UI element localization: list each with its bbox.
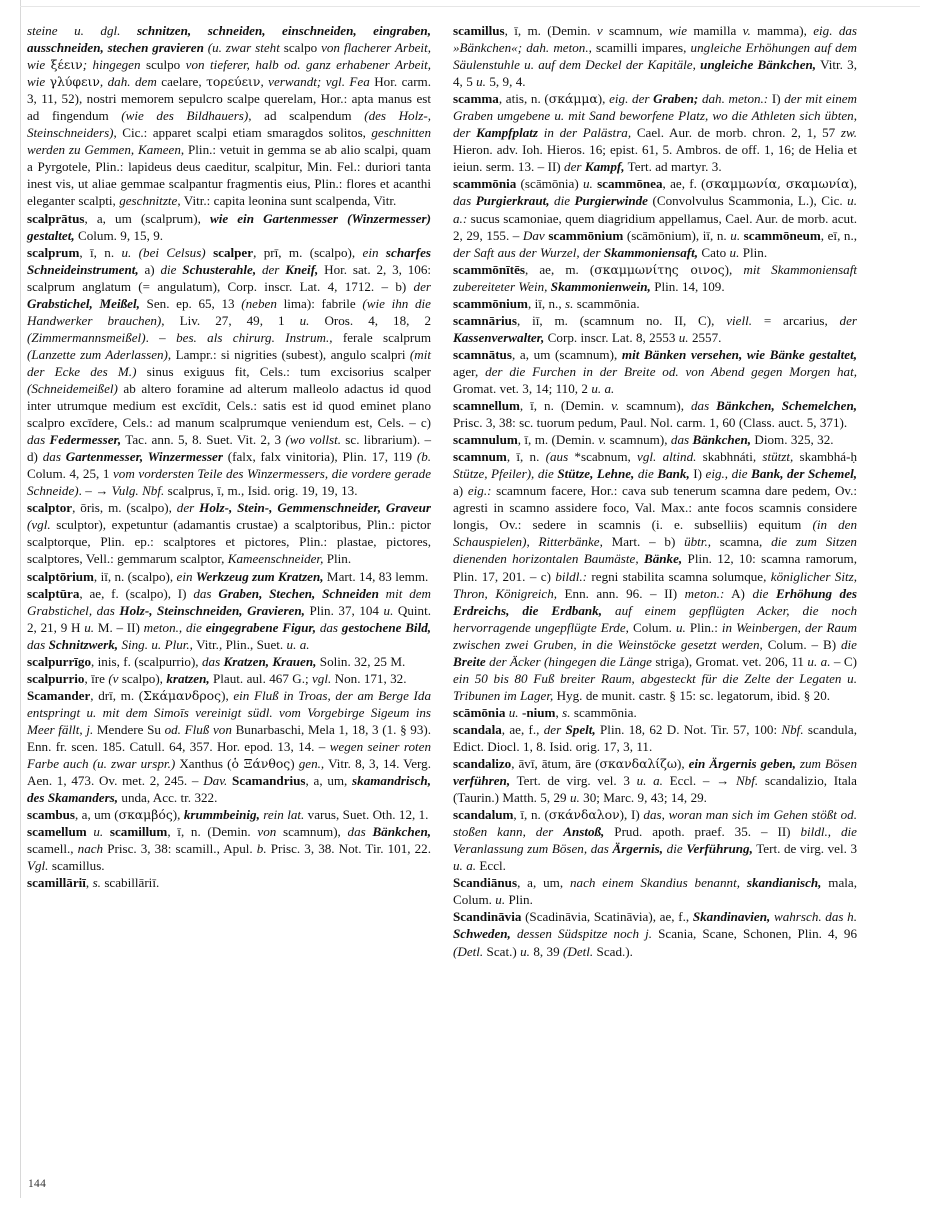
right-column (453, 22, 857, 960)
dictionary-entry: scamnum, ī, n. (aus *scabnum, vgl. altind. skabhnáti, stützt, skambhá-ḥ Stütze, Pfeiler), die Stütze, Lehne, die Bank, I) eig., die Bank, der Schemel, a) eig.: scamnum facere, Hor.: cava sub tenerum scamna dare pedem, Ov.: agresti in scamno assidere foco, Val. Max.: ante focos scamnis considere longis, Ov.: sedere in scamnis (i. e. subselliis) equitum (in den Schauspielen), Ritterbänke, Mart. – b) übtr., scamna, die zum Sitzen dienenden horizontalen Baumäste, Bänke, Plin. 12, 10: scamna ramorum, Plin. 17, 201. – c) bildl.: regni stabilita scamna solumque, königlicher Sitz, Thron, Königreich, Enn. ann. 96. – II) meton.: A) die Erhöhung des Erdreichs, die Erdbank, auf einem gepflügten Acker, die noch hervorragende ungepflügte Erde, Colum. u. Plin.: in Weinbergen, der Raum zwischen zwei Gruben, in die Weinstöcke gesetzt werden, Colum. – B) die Breite der Äcker (hingegen die Länge striga), Gromat. vet. 206, 11 u. a. – C) ein 50 bis 80 Fuß breiter Raum, abgesteckt für die Zelte der Legaten u. Tribunen im Lager, Hyg. de munit. castr. § 15: sc. legatorum, ibid. § 20. (453, 449, 858, 703)
dictionary-entry: scammōnītēs, ae, m. (σκαμμωνίτης οινος), mit Skammoniensaft zubereiteter Wein, Skammonienwein, Plin. 14, 109. (453, 261, 857, 294)
dictionary-entry: scalptor, ōris, m. (scalpo), der Holz-, Stein-, Gemmenschneider, Graveur (vgl. sculptor), expetuntur (adamantis crustae) a scalptoribus, Plin.: pictor scalptorque, Plin. ep.: scalptores et pictores, Plin.: plastae, pictores, scalptores, Vell.: gemmarum scalptor, Kameenschneider, Plin. (27, 500, 431, 567)
left-column (27, 22, 431, 960)
dictionary-entry: scalptōrium, iī, n. (scalpo), ein Werkzeug zum Kratzen, Mart. 14, 83 lemm. (27, 568, 429, 584)
dictionary-entry: scamnellum, ī, n. (Demin. v. scamnum), das Bänkchen, Schemelchen, Prisc. 3, 38: sc. tuorum pedum, Paul. Nol. carm. 1, 60 (Class. auct. 5, 371). (453, 398, 857, 431)
dictionary-entry: scamnārius, iī, m. (scamnum no. II, C), viell. = arcarius, der Kassenverwalter, Corp. inscr. Lat. 8, 2553 u. 2557. (453, 312, 858, 345)
dictionary-entry: scamellum u. scamillum, ī, n. (Demin. von scamnum), das Bänkchen, scamell., nach Prisc. 3, 38: scamill., Apul. b. Prisc. 3, 38. Not. Tir. 101, 22. Vgl. scamillus. (27, 824, 432, 874)
dictionary-entry: scammōnium, iī, n., s. scammōnia. (453, 295, 640, 311)
dictionary-entry: scamma, atis, n. (σκάμμα), eig. der Graben; dah. meton.: I) der mit einem Graben umgebene u. mit Sand beworfene Platz, wo die Athleten sich übten, der Kampfplatz in der Palästra, Cael. Aur. de morb. chron. 2, 1, 57 zw. Hieron. adv. Ioh. Hieros. 16; epist. 61, 5. Ambros. de off. 1, 16; de Helia et ieiun. serm. 13. – II) der Kampf, Tert. ad martyr. 3. (453, 91, 858, 175)
dictionary-entry: scandalizo, āvī, ātum, āre (σκανδαλίζω), ein Ärgernis geben, zum Bösen verführen, Tert. de virg. vel. 3 u. a. Eccl. – → Nbf. scandalizio, Itala (Taurin.) Matth. 5, 29 u. 30; Marc. 9, 43; 14, 29. (453, 756, 857, 806)
dictionary-entry: scalpurrīgo, inis, f. (scalpurrio), das Kratzen, Krauen, Solin. 32, 25 M. (27, 653, 406, 669)
dictionary-entry: Scamander, drī, m. (Σκάμανδρος), ein Fluß in Troas, der am Berge Ida entspringt u. mit dem Simoīs vereinigt südl. vom Vorgebirge Sigeum ins Meer fällt, j. Mendere Su od. Fluß von Bunarbaschi, Mela 1, 18, 3 (1. § 93). Enn. fr. scen. 185. Catull. 64, 357. Hor. epod. 13, 14. – wegen seiner roten Farbe auch (u. zwar urspr.) Xanthus (ὁ Ξάνθος) gen., Vitr. 8, 3, 14. Verg. Aen. 1, 473. Ov. met. 2, 245. – Dav. Scamandrius, a, um, skamandrisch, des Skamanders, unda, Acc. tr. 322. (27, 687, 432, 806)
dictionary-entry: scammōnia (scāmōnia) u. scammōnea, ae, f. (σκαμμωνία, σκαμωνία), das Purgierkraut, die Purgierwinde (Convolvulus Scammonia, L.), Cic. u. a.: sucus scamoniae, quem diagridium appellamus, Cael. Aur. de morb. acut. 2, 29, 155. – Dav scammōnium (scāmōnium), iī, n. u. scammōneum, eī, n., der Saft aus der Wurzel, der Skammoniensaft, Cato u. Plin. (453, 176, 858, 260)
dictionary-entry: Scandiānus, a, um, nach einem Skandius benannt, skandianisch, mala, Colum. u. Plin. (453, 875, 858, 908)
dictionary-entry: scandalum, ī, n. (σκάνδαλον), I) das, woran man sich im Gehen stößt od. stoßen kann, der Anstoß, Prud. apoth. praef. 35. – II) bildl., die Veranlassung zum Bösen, das Ärgernis, die Verführung, Tert. de virg. vel. 3 u. a. Eccl. (453, 807, 858, 874)
dictionary-entry: scalprātus, a, um (scalprum), wie ein Gartenmesser (Winzermesser) gestaltet, Colum. 9, 15, 9. (27, 210, 431, 243)
dictionary-entry: steine u. dgl. schnitzen, schneiden, einschneiden, eingraben, ausschneiden, stechen gravieren (u. zwar steht scalpo von flacherer Arbeit, wie ξέειν; hingegen sculpo von tieferer, halb od. ganz erhabener Arbeit, wie γλύφειν, dah. dem caelare, τορεύειν, verwandt; vgl. Fea Hor. carm. 3, 11, 52), nostri memorem sepulcro scalpe querelam, Hor.: apta manus est ad fingendum (wie des Bildhauers), ad scalpendum (des Holz-, Steinschneiders), Cic.: apparet scalpi etiam smaragdos solitos, geschnitten werden zu Gemmen, Kameen, Plin.: vetuit in gemma se ab alio scalpi, quam a Pyrgotele, Plin.: lapideus deus caeditur, scalpitur, Min. Fel.: duriori tanta inest vis, ut aliae gemmae scalpantur fragmentis eius, Plin.: flores et acanthi eleganter scalpti, geschnitzte, Vitr.: capita leonina sunt scalpenda, Vitr. (27, 23, 432, 209)
dictionary-entry: scamnātus, a, um (scamnum), mit Bänken versehen, wie Bänke gestaltet, ager, der die Furchen in der Breite od. von Abend gegen Morgen hat, Gromat. vet. 3, 14; 110, 2 u. a. (453, 346, 857, 396)
dictionary-entry: scalptūra, ae, f. (scalpo), I) das Graben, Stechen, Schneiden mit dem Grabstichel, das Holz-, Steinschneiden, Gravieren, Plin. 37, 104 u. Quint. 2, 21, 9 H u. M. – II) meton., die eingegrabene Figur, das gestochene Bild, das Schnitzwerk, Sing. u. Plur., Vitr., Plin., Suet. u. a. (27, 585, 432, 652)
page-number: 144 (28, 1178, 47, 1190)
dictionary-entry: scambus, a, um (σκαμβός), krummbeinig, rein lat. varus, Suet. Oth. 12, 1. (27, 807, 429, 823)
dictionary-entry: scāmōnia u. -nium, s. scammōnia. (453, 704, 637, 720)
text-columns (27, 22, 909, 960)
dictionary-entry: scamillus, ī, m. (Demin. v scamnum, wie mamilla v. mamma), eig. das »Bänkchen«; dah. meton., scamilli impares, ungleiche Erhöhungen auf dem Säulenstuhle u. auf dem Deckel der Kapitäle, ungleiche Bänkchen, Vitr. 3, 4, 5 u. 5, 9, 4. (453, 23, 858, 90)
page-frame-top-rule (20, 6, 920, 7)
dictionary-entry: Scandināvia (Scadināvia, Scatināvia), ae, f., Skandinavien, wahrsch. das h. Schweden, dessen Südspitze noch j. Scania, Scane, Schonen, Plin. 4, 96 (Detl. Scat.) u. 8, 39 (Detl. Scad.). (453, 909, 858, 959)
dictionary-entry: scandala, ae, f., der Spelt, Plin. 18, 62 D. Not. Tir. 57, 100: Nbf. scandula, Edict. Diocl. 1, 8. Isid. orig. 17, 3, 11. (453, 721, 857, 754)
dictionary-entry: scalprum, ī, n. u. (bei Celsus) scalper, prī, m. (scalpo), ein scharfes Schneideinstrument, a) die Schusterahle, der Kneif, Hor. sat. 2, 3, 106: scalprum anglatum (= angulatum), Corp. inscr. Lat. 4, 1712. – b) der Grabstichel, Meißel, Sen. ep. 65, 13 (neben lima): fabrile (wie ihn die Handwerker brauchen), Liv. 27, 49, 1 u. Oros. 4, 18, 2 (Zimmermannsmeißel). – bes. als chirurg. Instrum., ferale scalprum (Lanzette zum Aderlassen), Lampr.: si nigrities (subest), angulo scalpri (mit der Ecke des M.) sinus exiguus fit, Cels.: tum excisorius scalper (Schneidemeißel) ab altero foramine ad alterum malleolo adactus id quod inter utrumque medium est excīdit, Cels.: satis est id quod eminet plano scalpro excīdere, Cels.: ad manum scalprumque veniendum est, Cels. – c) das Federmesser, Tac. ann. 5, 8. Suet. Vit. 2, 3 (wo vollst. sc. librarium). – d) das Gartenmesser, Winzermesser (falx, falx vinitoria), Plin. 17, 119 (b. Colum. 4, 25, 1 vom vordersten Teile des Winzermessers, die vordere gerade Schneide). – → Vulg. Nbf. scalprus, ī, m., Isid. orig. 19, 19, 13. (27, 244, 432, 499)
dictionary-entry: scalpurrio, īre (v scalpo), kratzen, Plaut. aul. 467 G.; vgl. Non. 171, 32. (27, 670, 407, 686)
dictionary-entry: scamnulum, ī, m. (Demin. v. scamnum), das Bänkchen, Diom. 325, 32. (453, 432, 834, 448)
dictionary-entry: scamillāriī, s. scabillāriī. (27, 875, 160, 891)
page-frame-left-rule (20, 0, 21, 1198)
